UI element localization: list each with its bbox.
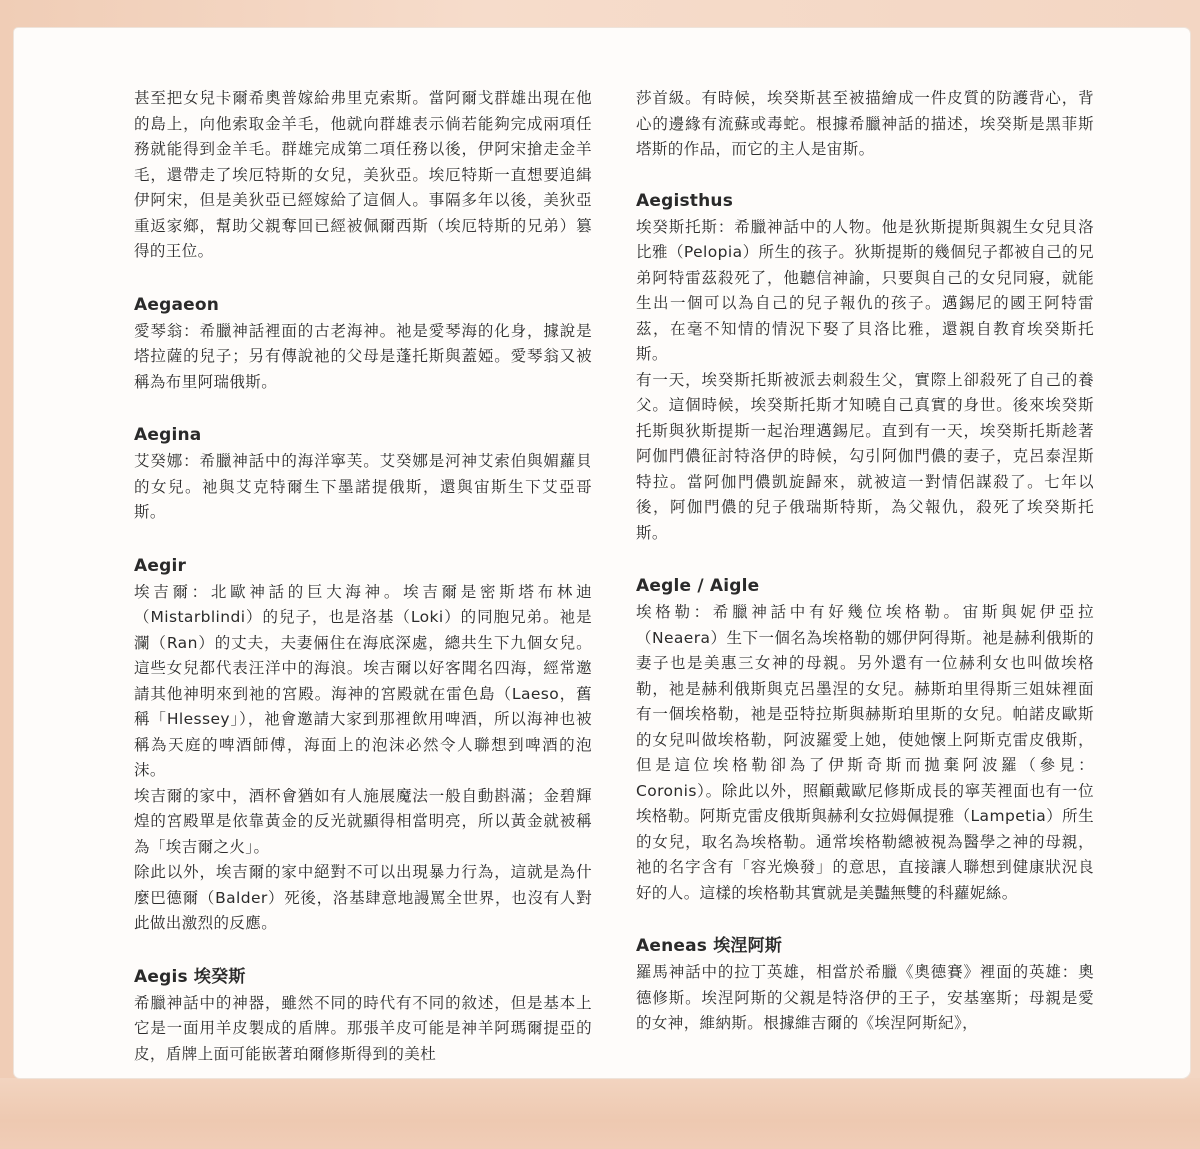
entry-text: 埃癸斯托斯：希臘神話中的人物。他是狄斯提斯與親生女兒貝洛比雅（Pelopia）所生的孩子。狄斯提斯的幾個兒子都被自己的兄弟阿特雷茲殺死了，他聽信神諭，只要與自己的女兒同寢，就能生出一個可以為自己的兒子報仇的孩子。邁錫尼的國王阿特雷茲，在毫不知情的情況下娶了貝洛比雅，還親自教育埃癸斯托斯。 [636, 217, 1094, 363]
entry-text: 埃吉爾的家中，酒杯會猶如有人施展魔法一般自動斟滿；金碧輝煌的宮殿單是依靠黃金的反光就顯得相當明亮，所以黃金就被稱為「埃吉爾之火」。 [134, 786, 592, 856]
entry-title: Aegle / Aigle [636, 576, 760, 596]
entry-text: 愛琴翁：希臘神話裡面的古老海神。祂是愛琴海的化身，據說是塔拉薩的兒子；另有傳說祂的父母是蓬托斯與蓋婭。愛琴翁又被稱為布里阿瑞俄斯。 [134, 321, 592, 391]
entry-text: 有一天，埃癸斯托斯被派去刺殺生父，實際上卻殺死了自己的養父。這個時候，埃癸斯托斯才知曉自己真實的身世。後來埃癸斯托斯與狄斯提斯一起治理邁錫尼。直到有一天，埃癸斯托斯趁著阿伽門儂征討特洛伊的時候，勾引阿伽門儂的妻子，克呂泰涅斯特拉。當阿伽門儂凱旋歸來，就被這一對情侶謀殺了。七年以後，阿伽門儂的兒子俄瑞斯特斯，為父報仇，殺死了埃癸斯托斯。 [636, 370, 1094, 542]
entry-title: Aegisthus [636, 190, 734, 211]
entry-aegaeon [134, 293, 592, 396]
entry-title: Aeneas 埃涅阿斯 [636, 936, 783, 956]
entry-text: 除此以外，埃吉爾的家中絕對不可以出現暴力行為，這就是為什麼巴德爾（Balder）死後，洛基肆意地謾罵全世界，也沒有人對此做出激烈的反應。 [134, 863, 592, 932]
entry-aegis [134, 965, 592, 1068]
entry-aegisthus [636, 189, 1094, 547]
entry-aegina [134, 423, 592, 526]
page-bottom-edge [0, 1078, 1200, 1149]
entry-title: Aegaeon [134, 294, 220, 315]
right-column [636, 86, 1094, 1037]
continued-paragraph: 甚至把女兒卡爾希奧普嫁給弗里克索斯。當阿爾戈群雄出現在他的島上，向他索取金羊毛，他就向群雄表示倘若能夠完成兩項任務就能得到金羊毛。群雄完成第二項任務以後，伊阿宋搶走金羊毛，還帶走了埃厄特斯的女兒，美狄亞。埃厄特斯一直想要追緝伊阿宋，但是美狄亞已經嫁給了這個人。事隔多年以後，美狄亞重返家鄉，幫助父親奪回已經被佩爾西斯（埃厄特斯的兄弟）篡得的王位。 [134, 89, 592, 260]
entry-text: 埃吉爾：北歐神話的巨大海神。埃吉爾是密斯塔布林迪（Mistarblindi）的兒子，也是洛基（Loki）的同胞兄弟。祂是瀾（Ran）的丈夫，夫妻倆住在海底深處，總共生下九個女兒。這些女兒都代表汪洋中的海浪。埃吉爾以好客聞名四海，經常邀請其他神明來到祂的宮殿。海神的宮殿就在雷色島（Laeso，舊稱「Hlessey」），祂會邀請大家到那裡飲用啤酒，所以海神也被稱為天庭的啤酒師傅，海面上的泡沫必然令人聯想到啤酒的泡沫。 [134, 582, 592, 779]
entry-title: Aegina [134, 425, 202, 445]
entry-text: 羅馬神話中的拉丁英雄，相當於希臘《奧德賽》裡面的英雄：奧德修斯。埃涅阿斯的父親是特洛伊的王子，安基塞斯；母親是愛的女神，維納斯。根據維吉爾的《埃涅阿斯紀》， [636, 963, 1094, 1032]
entry-title: Aegis 埃癸斯 [134, 966, 246, 987]
entry-text: 艾癸娜：希臘神話中的海洋寧芙。艾癸娜是河神艾索伯與媚蘿貝的女兒。祂與艾克特爾生下墨諾提俄斯，還與宙斯生下艾亞哥斯。 [134, 452, 592, 521]
entry-aegir [134, 554, 592, 937]
entry-aeneas [636, 934, 1094, 1037]
entry-text: 希臘神話中的神器，雖然不同的時代有不同的敘述，但是基本上它是一面用羊皮製成的盾牌。那張羊皮可能是神羊阿瑪爾提亞的皮，盾牌上面可能嵌著珀爾修斯得到的美杜 [134, 993, 592, 1063]
entry-aegle [636, 574, 1094, 906]
left-column [134, 86, 592, 1067]
continued-paragraph: 莎首級。有時候，埃癸斯甚至被描繪成一件皮質的防護背心，背心的邊緣有流蘇或毒蛇。根據希臘神話的描述，埃癸斯是黑菲斯塔斯的作品，而它的主人是宙斯。 [636, 89, 1094, 158]
entry-title: Aegir [134, 555, 187, 576]
entry-text: 埃格勒：希臘神話中有好幾位埃格勒。宙斯與妮伊亞拉（Neaera）生下一個名為埃格勒的娜伊阿得斯。祂是赫利俄斯的妻子也是美惠三女神的母親。另外還有一位赫利女也叫做埃格勒，祂是赫利俄斯與克呂墨涅的女兒。赫斯珀里得斯三姐妹裡面有一個埃格勒，祂是亞特拉斯與赫斯珀里斯的女兒。帕諾皮歐斯的女兒叫做埃格勒，阿波羅愛上她，使她懷上阿斯克雷皮俄斯，但是這位埃格勒卻為了伊斯奇斯而拋棄阿波羅（參見：Coronis）。除此以外，照顧戴歐尼修斯成長的寧芙裡面也有一位埃格勒。阿斯克雷皮俄斯與赫利女拉姆佩提雅（Lampetia）所生的女兒，取名為埃格勒。通常埃格勒總被視為醫學之神的母親，祂的名字含有「容光煥發」的意思，直接讓人聯想到健康狀況良好的人。這樣的埃格勒其實就是美豔無雙的科蘿妮絲。 [636, 603, 1094, 902]
